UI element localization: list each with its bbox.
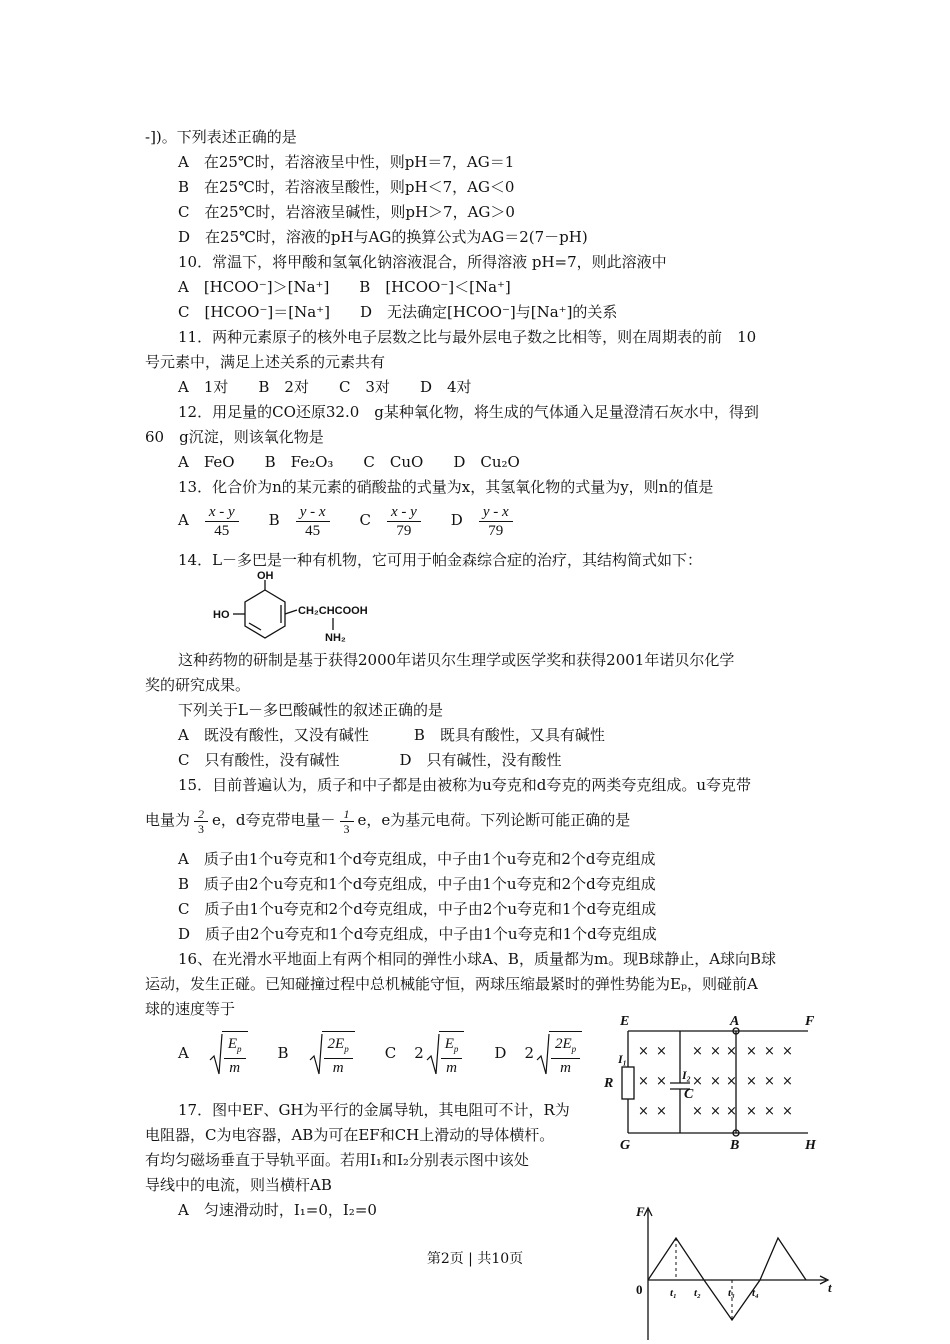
- label-i2: I₂: [682, 1068, 691, 1082]
- q15-fraction-u: $\frac{2}{3}$: [194, 807, 208, 836]
- q17-stem-cont-3: 导线中的电流，则当横杆AB: [145, 1176, 332, 1194]
- q11-stem: 11．两种元素原子的核外电子层数之比与最外层电子数之比相等，则在周期表的前 10: [178, 328, 757, 346]
- q11-options: A 1对 B 2对 C 3对 D 4对: [178, 378, 472, 396]
- field-mark: ×: [726, 1044, 737, 1059]
- label-f: F: [805, 1015, 815, 1029]
- q15-option-d: D 质子由2个u夸克和1个d夸克组成，中子由1个u夸克和1个d夸克组成: [178, 925, 657, 943]
- field-mark: ×: [726, 1104, 737, 1119]
- field-mark: ×: [710, 1104, 721, 1119]
- label-a: A: [730, 1015, 740, 1029]
- ho-label: HO: [213, 609, 230, 621]
- q12-options: A FeO B Fe₂O₃ C CuO D Cu₂O: [178, 453, 520, 471]
- q10-stem: 10．常温下，将甲酸和氢氧化钠溶液混合，所得溶液 pH=7，则此溶液中: [178, 253, 667, 271]
- label-r: R: [604, 1076, 614, 1091]
- q17-stem-cont-2: 有均匀磁场垂直于导轨平面。若用I₁和I₂分别表示图中该处: [145, 1151, 529, 1169]
- page-footer: 第2页 | 共10页: [426, 1251, 524, 1267]
- q16-option-b: B $\frac{2E_p}{m}$: [278, 1044, 355, 1062]
- q14-para-1: 这种药物的研制是基于获得2000年诺贝尔生理学或医学奖和获得2001年诺贝尔化学: [178, 651, 735, 669]
- oh-label: OH: [257, 570, 274, 582]
- q14-question: 下列关于L－多巴酸碱性的叙述正确的是: [178, 701, 443, 719]
- q13-options: [178, 500, 543, 540]
- chain-label: CH₂CHCOOH: [298, 605, 368, 617]
- q17-option-a: A 匀速滑动时，I₁=0，I₂=0: [178, 1201, 377, 1219]
- field-mark: ×: [638, 1104, 649, 1119]
- q15-text-a: 电量为: [145, 811, 191, 829]
- q15-fraction-d: $\frac{1}{3}$: [340, 807, 354, 836]
- q9-option-d: D 在25℃时，溶液的pH与AG的换算公式为AG＝2(7－pH): [178, 228, 588, 246]
- field-mark: ×: [656, 1104, 667, 1119]
- q14-options-ab: A 既没有酸性，又没有碱性 B 既具有酸性，又具有碱性: [178, 726, 605, 744]
- q9-tail: -])。下列表述正确的是: [145, 128, 297, 146]
- q15-stem: 15．目前普遍认为，质子和中子都是由被称为u夸克和d夸克的两类夸克组成。u夸克带: [178, 776, 752, 794]
- field-mark: ×: [656, 1044, 667, 1059]
- q16-option-c: C 2 $\frac{E_p}{m}$: [385, 1044, 465, 1062]
- q10-options-cd: C [HCOO⁻]＝[Na⁺] D 无法确定[HCOO⁻]与[Na⁺]的关系: [178, 303, 618, 321]
- label-e: E: [620, 1015, 630, 1029]
- q15-text-b: e，d夸克带电量－: [212, 811, 336, 829]
- field-mark: ×: [746, 1044, 757, 1059]
- q16-stem-cont-2: 球的速度等于: [145, 1000, 236, 1018]
- label-h: H: [805, 1138, 816, 1153]
- graph-t4: t₄: [752, 1287, 759, 1299]
- q16-stem: 16、在光滑水平地面上有两个相同的弹性小球A、B，质量都为m。现B球静止，A球向B球: [178, 950, 777, 968]
- q13-option-b: B $\frac{y - x}{45}$: [269, 511, 334, 529]
- q10-options-ab: A [HCOO⁻]＞[Na⁺] B [HCOO⁻]＜[Na⁺]: [178, 278, 511, 296]
- circuit-diagram: [600, 1015, 830, 1155]
- field-mark: ×: [782, 1104, 793, 1119]
- field-mark: ×: [764, 1044, 775, 1059]
- q14-stem: 14．L－多巴是一种有机物，它可用于帕金森综合症的治疗，其结构简式如下：: [178, 551, 703, 569]
- q17-stem: 17．图中EF、GH为平行的金属导轨，其电阻可不计，R为: [178, 1101, 570, 1119]
- q13-stem: 13．化合价为n的某元素的硝酸盐的式量为x，其氢氧化物的式量为y，则n的值是: [178, 478, 714, 496]
- q15-stem-cont: [145, 800, 630, 840]
- q12-stem: 12．用足量的CO还原32.0 g某种氧化物，将生成的气体通入足量澄清石灰水中，得到: [178, 403, 759, 421]
- q15-option-c: C 质子由1个u夸克和2个d夸克组成，中子由2个u夸克和1个d夸克组成: [178, 900, 657, 918]
- sqrt-icon: $\frac{E_p}{m}$: [209, 1030, 248, 1078]
- q15-option-a: A 质子由1个u夸克和1个d夸克组成，中子由1个u夸克和2个d夸克组成: [178, 850, 656, 868]
- q16-option-d: D 2 $\frac{2E_p}{m}$: [494, 1044, 582, 1062]
- graph-t3: t₃: [728, 1287, 735, 1299]
- q15-text-c: e，e为基元电荷。下列论断可能正确的是: [357, 811, 631, 829]
- q9-option-b: B 在25℃时，若溶液呈酸性，则pH＜7，AG＜0: [178, 178, 515, 196]
- field-mark: ×: [638, 1074, 649, 1089]
- field-mark: ×: [692, 1044, 703, 1059]
- graph-origin: 0: [636, 1282, 643, 1297]
- field-mark: ×: [692, 1104, 703, 1119]
- q9-option-c: C 在25℃时，岩溶液呈碱性，则pH＞7，AG＞0: [178, 203, 515, 221]
- label-i1: I₁: [618, 1052, 627, 1066]
- label-c: C: [684, 1087, 694, 1102]
- q15-option-b: B 质子由2个u夸克和1个d夸克组成，中子由1个u夸克和2个d夸克组成: [178, 875, 656, 893]
- field-mark: ×: [710, 1074, 721, 1089]
- field-mark: ×: [692, 1074, 703, 1089]
- field-mark: ×: [726, 1074, 737, 1089]
- q13-option-c: C $\frac{x - y}{79}$: [360, 511, 425, 529]
- graph-t-label: t: [828, 1280, 832, 1295]
- l-dopa-structure: [205, 568, 375, 648]
- field-mark: ×: [764, 1104, 775, 1119]
- field-mark: ×: [746, 1074, 757, 1089]
- q12-stem-cont: 60 g沉淀，则该氧化物是: [145, 428, 324, 446]
- graph-f-label: F: [636, 1204, 645, 1219]
- field-mark: ×: [638, 1044, 649, 1059]
- sqrt-icon: $\frac{2E_p}{m}$: [309, 1030, 355, 1078]
- q9-option-a: A 在25℃时，若溶液呈中性，则pH＝7，AG＝1: [178, 153, 515, 171]
- field-mark: ×: [782, 1044, 793, 1059]
- field-mark: ×: [710, 1044, 721, 1059]
- nh2-label: NH₂: [325, 632, 346, 644]
- field-mark: ×: [746, 1104, 757, 1119]
- q13-option-d: D $\frac{y - x}{79}$: [451, 511, 517, 529]
- sqrt-icon: $\frac{E_p}{m}$: [426, 1030, 465, 1078]
- q16-options: [178, 1030, 612, 1078]
- label-b: B: [730, 1138, 740, 1153]
- q17-stem-cont: 电阻器，C为电容器，AB为可在EF和CH上滑动的导体横杆。: [145, 1126, 555, 1144]
- field-mark: ×: [764, 1074, 775, 1089]
- field-mark: ×: [656, 1074, 667, 1089]
- sqrt-icon: $\frac{2E_p}{m}$: [536, 1030, 582, 1078]
- graph-t1: t₁: [670, 1287, 677, 1299]
- label-g: G: [620, 1138, 631, 1153]
- q11-stem-cont: 号元素中，满足上述关系的元素共有: [145, 353, 386, 371]
- force-time-graph: [628, 1200, 838, 1344]
- q16-option-a: A $\frac{E_p}{m}$: [178, 1044, 248, 1062]
- q16-stem-cont: 运动，发生正碰。已知碰撞过程中总机械能守恒，两球压缩最紧时的弹性势能为Eₚ，则碰前A: [145, 975, 758, 993]
- q14-para-2: 奖的研究成果。: [145, 676, 251, 694]
- graph-t2: t₂: [694, 1287, 701, 1299]
- resistor: [622, 1067, 634, 1099]
- q13-option-a: A $\frac{x - y}{45}$: [178, 511, 243, 529]
- field-mark: ×: [782, 1074, 793, 1089]
- q14-options-cd: C 只有酸性，没有碱性 D 只有碱性，没有酸性: [178, 751, 562, 769]
